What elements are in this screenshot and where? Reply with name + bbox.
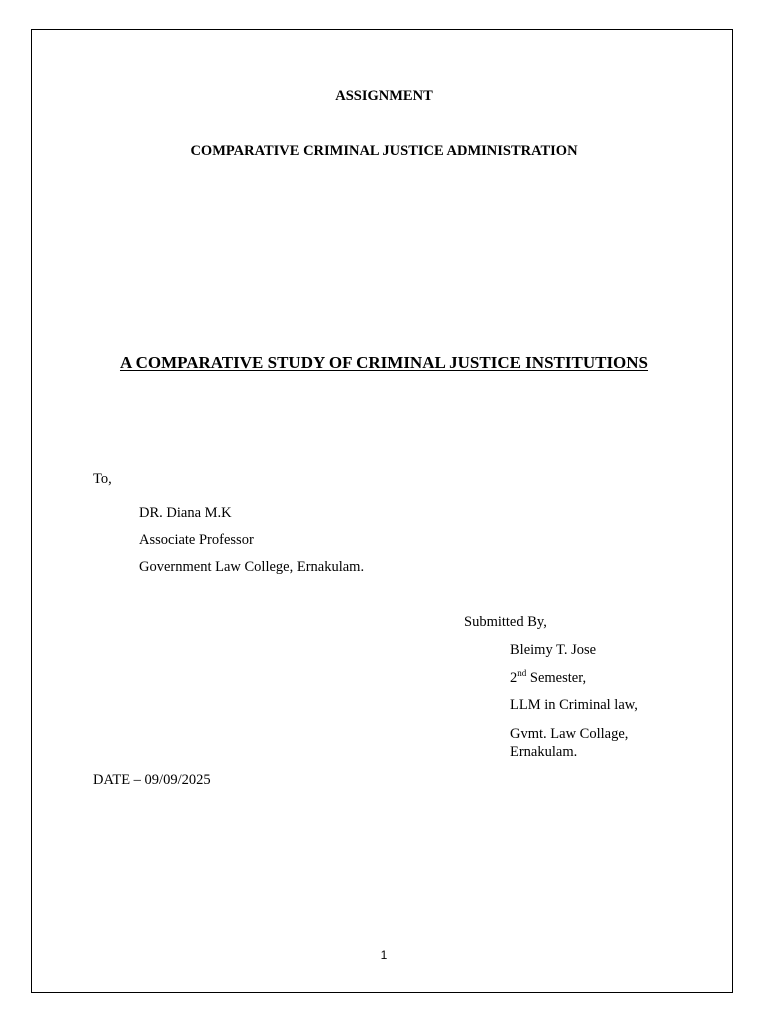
course-title: COMPARATIVE CRIMINAL JUSTICE ADMINISTRATION (190, 143, 578, 159)
submitted-by-label: Submitted By, (464, 614, 547, 630)
recipient-institution: Government Law College, Ernakulam. (139, 559, 365, 575)
recipient-designation: Associate Professor (139, 532, 254, 548)
submitter-city: Ernakulam. (510, 744, 578, 760)
assignment-label: ASSIGNMENT (335, 88, 433, 104)
submitter-college: Gvmt. Law Collage, (510, 726, 629, 742)
to-label: To, (93, 471, 112, 487)
page-border (31, 29, 733, 993)
semester-suffix: nd (517, 668, 527, 679)
page-number: 1 (380, 948, 388, 962)
recipient-name: DR. Diana M.K (139, 505, 232, 521)
semester-number: 2 (510, 670, 518, 686)
submitter-semester (510, 670, 586, 687)
submitter-name: Bleimy T. Jose (510, 642, 597, 658)
submitter-program: LLM in Criminal law, (510, 697, 638, 713)
date-line: DATE – 09/09/2025 (93, 772, 211, 788)
main-title: A COMPARATIVE STUDY OF CRIMINAL JUSTICE INSTITUTIONS (119, 353, 649, 372)
semester-text: Semester, (526, 670, 587, 686)
